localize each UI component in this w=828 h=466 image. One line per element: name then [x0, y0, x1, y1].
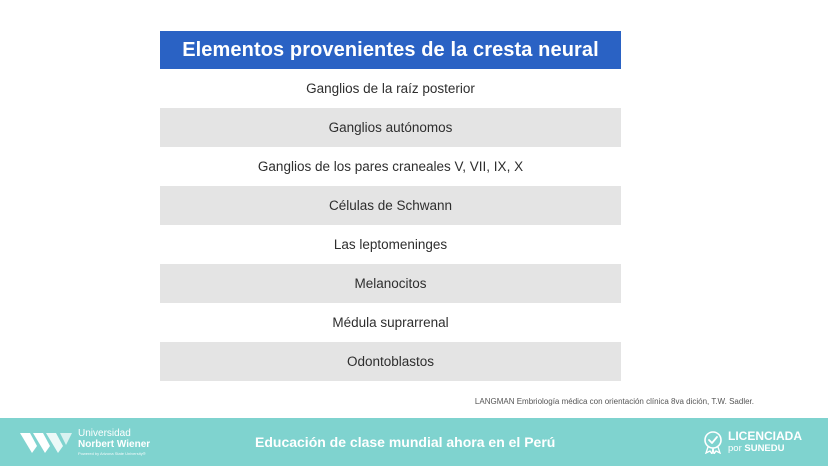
badge-title: LICENCIADA [728, 429, 802, 444]
seal-check-icon [702, 430, 724, 454]
table-row: Ganglios de la raíz posterior [306, 81, 475, 96]
sunedu-badge [702, 426, 802, 458]
table-row: Ganglios autónomos [160, 108, 621, 147]
table-row: Melanocitos [160, 264, 621, 303]
badge-text [728, 430, 802, 454]
logo-line-name: Norbert Wiener [78, 438, 151, 450]
table-title: Elementos provenientes de la cresta neural [160, 31, 621, 69]
table-row: Células de Schwann [160, 186, 621, 225]
neural-crest-table [160, 31, 621, 381]
footer-bar [0, 418, 828, 466]
table-row: Odontoblastos [160, 342, 621, 381]
logo-text [78, 429, 150, 456]
footer-tagline: Educación de clase mundial ahora en el Perú [255, 434, 556, 450]
logo-line-university: Universidad [78, 427, 131, 439]
badge-org: SUNEDU [744, 443, 785, 455]
badge-subtitle [728, 444, 802, 454]
table-row: Ganglios de los pares craneales V, VII, IX, X [257, 159, 524, 174]
citation-text: LANGMAN Embriología médica con orientación clínica 8va dición, T.W. Sadler. [474, 397, 754, 406]
university-logo[interactable] [20, 426, 200, 458]
table-row: Las leptomeninges [333, 237, 448, 252]
logo-line-powered: Powered by Arizona State University® [78, 450, 146, 456]
table-row: Médula suprarrenal [332, 315, 449, 330]
wiener-logo-icon [20, 429, 72, 455]
badge-prefix: por [728, 443, 742, 455]
